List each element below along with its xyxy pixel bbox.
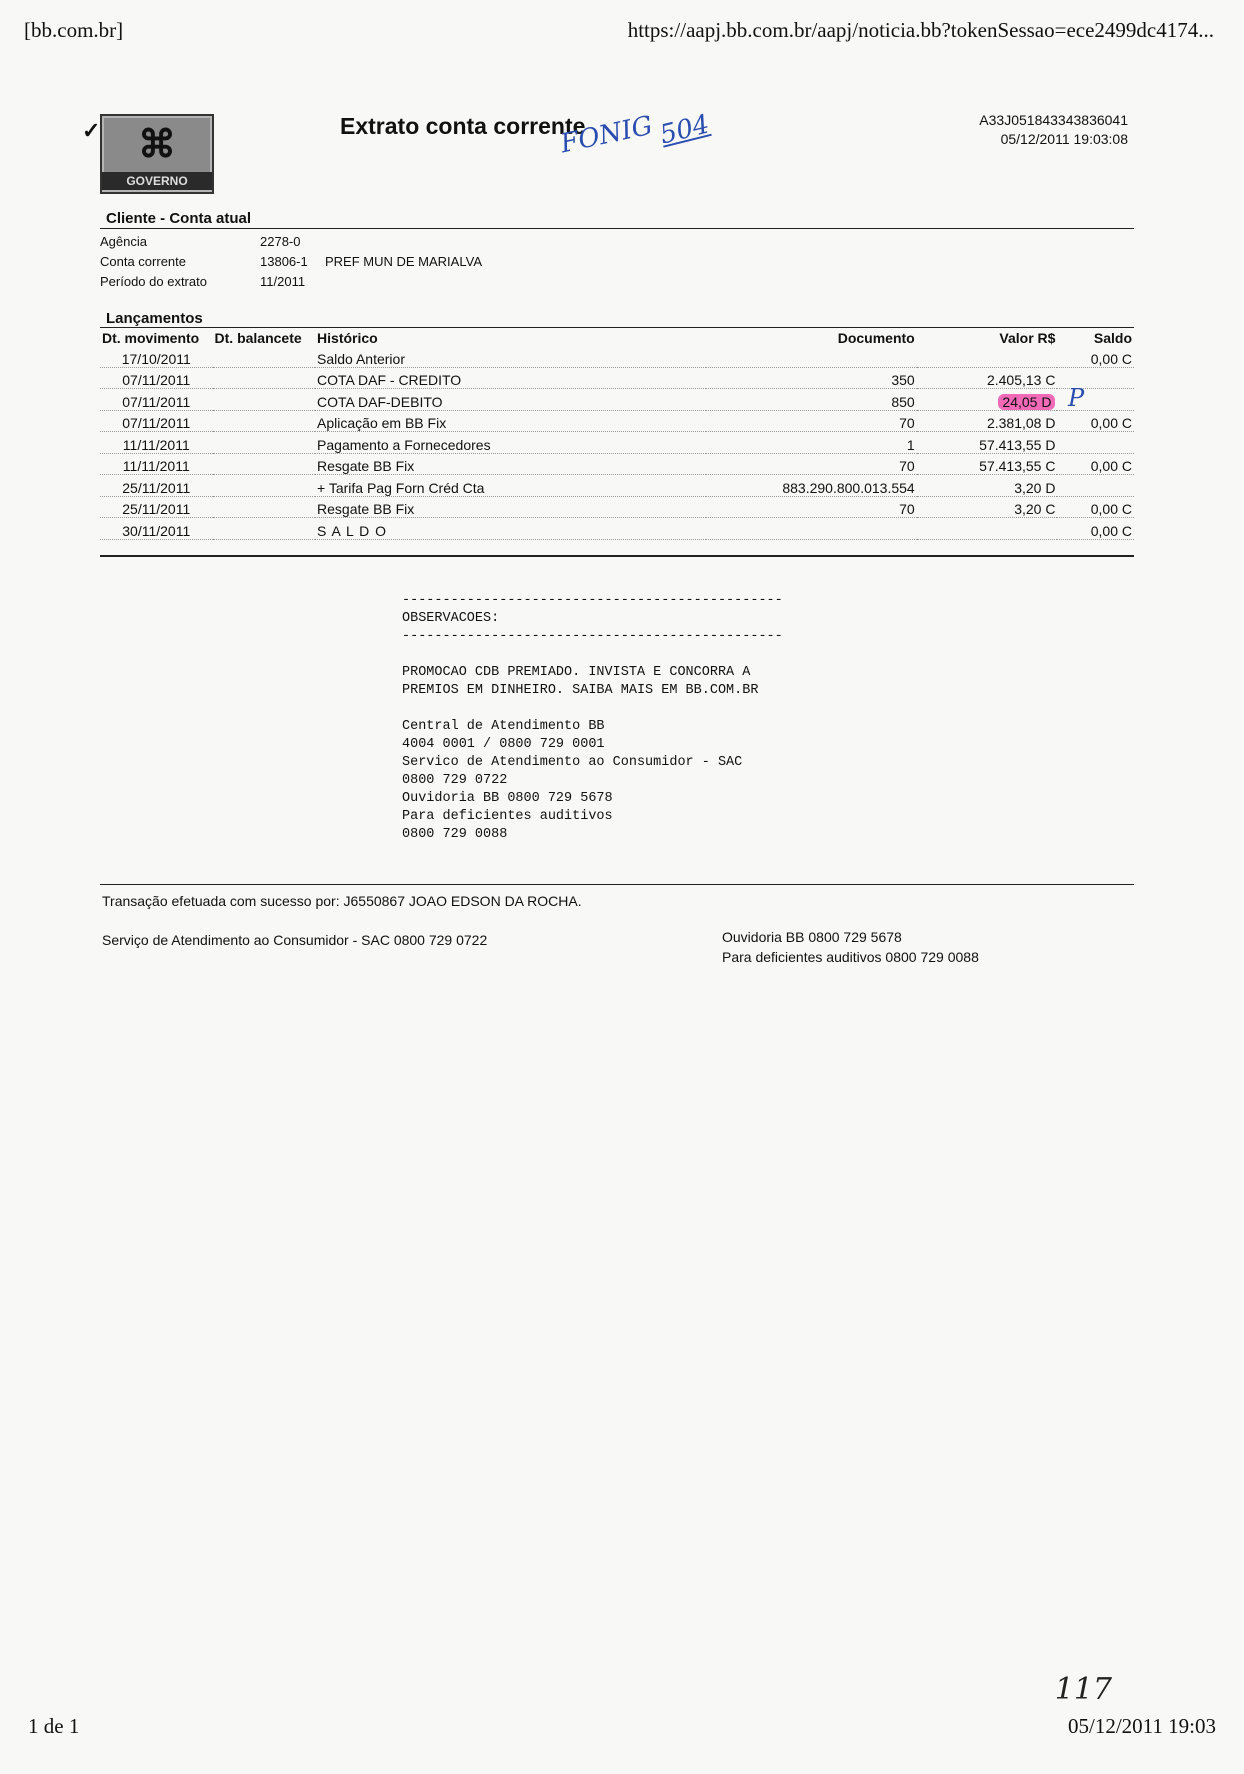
table-row <box>100 389 1134 411</box>
cell-dt-movimento: 11/11/2011 <box>100 453 213 475</box>
cell-dt-movimento: 25/11/2011 <box>100 475 213 497</box>
cell-valor <box>917 346 1058 367</box>
col-valor: Valor R$ <box>999 330 1056 346</box>
cell-valor: 2.381,08 D <box>917 410 1058 432</box>
cell-documento: 850 <box>706 389 917 411</box>
col-saldo: Saldo <box>1093 330 1132 346</box>
cell-saldo <box>1057 475 1134 497</box>
table-row <box>100 346 1134 367</box>
conta-value: 13806-1 <box>260 254 308 269</box>
bb-logo-icon: ⌘ <box>138 124 176 166</box>
table-row <box>100 475 1134 497</box>
conta-label: Conta corrente <box>100 254 186 269</box>
cell-historico: Saldo Anterior <box>315 346 706 367</box>
cell-dt-balancete <box>213 475 316 497</box>
cell-historico: Aplicação em BB Fix <box>315 410 706 432</box>
cell-saldo <box>1057 432 1134 454</box>
cell-dt-balancete <box>213 496 316 518</box>
cell-saldo: 0,00 C <box>1057 410 1134 432</box>
cell-valor: 57.413,55 D <box>917 432 1058 454</box>
observacoes-block: ----------------------------------------------- OBSERVACOES: ----------------------------------------------- PROMOCAO CDB PREMIADO. INVISTA E CONCORRA A PREMIOS EM DINHEIRO. SAIBA MAIS EM BB.COM.BR Central de Atendimento BB 4004 0001 / 0800 729 0001 Servico de Atendimento ao Consumidor - SAC 0800 729 0722 Ouvidoria BB 0800 729 5678 Para deficientes auditivos 0800 729 0088 <box>402 593 783 842</box>
cell-dt-movimento: 11/11/2011 <box>100 432 213 454</box>
cell-documento: 350 <box>706 367 917 389</box>
periodo-value: 11/2011 <box>260 274 306 289</box>
cell-saldo: 0,00 C <box>1057 453 1134 475</box>
document-title: Extrato conta corrente <box>340 113 586 139</box>
cell-historico: Pagamento a Fornecedores <box>315 432 706 454</box>
cell-dt-movimento: 17/10/2011 <box>100 346 213 367</box>
ledger-header-row <box>100 326 1134 346</box>
browser-print-datetime: 05/12/2011 19:03 <box>1068 1714 1216 1738</box>
cell-historico: COTA DAF - CREDITO <box>315 367 706 389</box>
check-mark: ✓ <box>82 118 101 143</box>
cell-dt-balancete <box>213 432 316 454</box>
table-row <box>100 410 1134 432</box>
browser-page-count: 1 de 1 <box>28 1714 80 1738</box>
handwritten-note: FONIG <box>557 110 656 160</box>
browser-site-label: [bb.com.br] <box>24 18 124 42</box>
cell-valor: 3,20 C <box>917 496 1058 518</box>
ledger-section-title: Lançamentos <box>106 310 203 327</box>
cell-historico: Resgate BB Fix <box>315 453 706 475</box>
ledger-table <box>100 326 1134 540</box>
footer-rule <box>100 884 1134 885</box>
cell-valor: 57.413,55 C <box>917 453 1058 475</box>
handwritten-number: 504 <box>657 109 713 151</box>
client-section-title: Cliente - Conta atual <box>106 210 252 227</box>
col-dt-movimento: Dt. movimento <box>102 330 200 346</box>
col-dt-balancete: Dt. balancete <box>214 330 302 346</box>
cell-dt-balancete <box>213 518 316 540</box>
cell-documento <box>706 518 917 540</box>
client-rule <box>100 228 1134 229</box>
document-code: A33J051843343836041 <box>979 112 1128 128</box>
sac-text: Serviço de Atendimento ao Consumidor - SAC 0800 729 0722 <box>102 932 488 948</box>
agencia-value: 2278-0 <box>260 234 301 249</box>
table-row <box>100 496 1134 518</box>
ouvidoria-text: Ouvidoria BB 0800 729 5678 <box>722 929 902 945</box>
cell-documento: 70 <box>706 453 917 475</box>
cell-saldo: 0,00 C <box>1057 496 1134 518</box>
cell-valor: 2.405,13 C <box>917 367 1058 389</box>
bank-logo <box>100 114 214 194</box>
table-row <box>100 518 1134 540</box>
cell-saldo: 0,00 C <box>1057 346 1134 367</box>
cell-historico: COTA DAF-DEBITO <box>315 389 706 411</box>
cell-dt-balancete <box>213 389 316 411</box>
cell-dt-movimento: 07/11/2011 <box>100 410 213 432</box>
cell-dt-movimento: 25/11/2011 <box>100 496 213 518</box>
cell-saldo: 0,00 C <box>1057 518 1134 540</box>
cell-documento: 70 <box>706 410 917 432</box>
table-row <box>100 453 1134 475</box>
cell-dt-movimento: 07/11/2011 <box>100 389 213 411</box>
table-row <box>100 367 1134 389</box>
table-row <box>100 432 1134 454</box>
agencia-label: Agência <box>100 234 147 249</box>
cell-documento: 70 <box>706 496 917 518</box>
cell-dt-movimento: 07/11/2011 <box>100 367 213 389</box>
col-documento: Documento <box>837 330 915 346</box>
transacao-text: Transação efetuada com sucesso por: J6550867 JOAO EDSON DA ROCHA. <box>102 893 582 909</box>
ledger-bottom-rule <box>100 555 1134 557</box>
cell-documento <box>706 346 917 367</box>
cell-historico: S A L D O <box>315 518 706 540</box>
cell-dt-balancete <box>213 346 316 367</box>
cell-valor <box>917 389 1058 411</box>
handwritten-mark: P <box>1068 384 1085 412</box>
cell-valor: 3,20 D <box>917 475 1058 497</box>
conta-name: PREF MUN DE MARIALVA <box>325 254 482 269</box>
cell-valor <box>917 518 1058 540</box>
col-historico: Histórico <box>317 330 378 346</box>
cell-documento: 1 <box>706 432 917 454</box>
deficientes-text: Para deficientes auditivos 0800 729 0088 <box>722 949 979 965</box>
logo-text: GOVERNO <box>102 172 212 190</box>
cell-dt-balancete <box>213 410 316 432</box>
cell-dt-movimento: 30/11/2011 <box>100 518 213 540</box>
highlighted-value: 24,05 D <box>998 394 1055 410</box>
cell-dt-balancete <box>213 453 316 475</box>
periodo-label: Período do extrato <box>100 274 207 289</box>
document-generated-date: 05/12/2011 19:03:08 <box>1000 131 1128 147</box>
cell-documento: 883.290.800.013.554 <box>706 475 917 497</box>
cell-historico: + Tarifa Pag Forn Créd Cta <box>315 475 706 497</box>
cell-dt-balancete <box>213 367 316 389</box>
browser-url: https://aapj.bb.com.br/aapj/noticia.bb?tokenSessao=ece2499dc4174... <box>627 18 1214 42</box>
cell-historico: Resgate BB Fix <box>315 496 706 518</box>
handwritten-page-number: 117 <box>1054 1672 1112 1707</box>
